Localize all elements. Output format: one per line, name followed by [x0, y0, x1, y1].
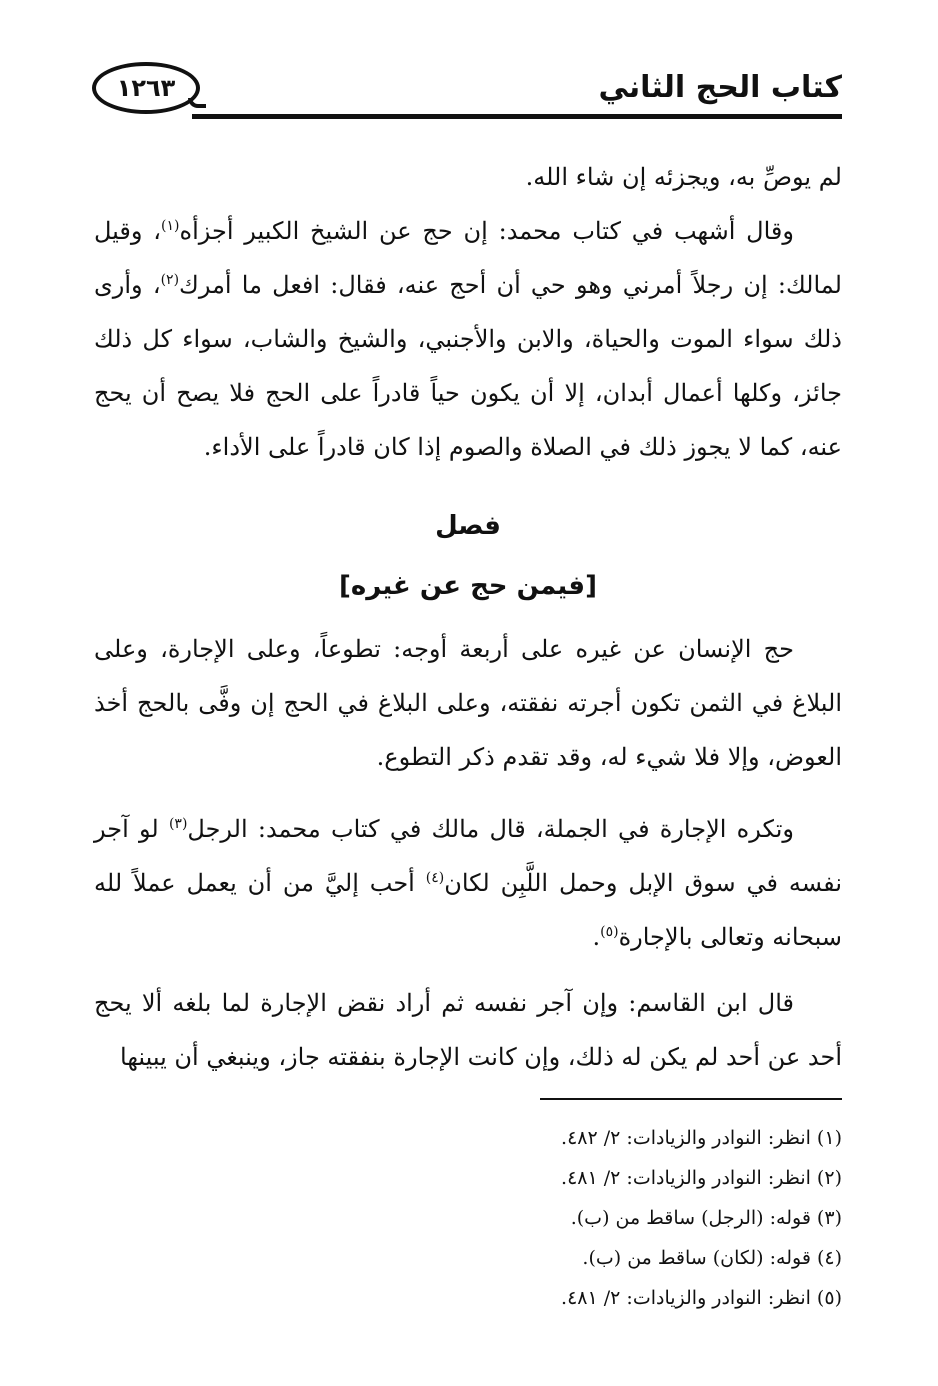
paragraph-text-part: لو آجر نفسه في سوق الإبل وحمل اللَّبِن لكان: [94, 815, 842, 897]
paragraph-text-part: وقال أشهب في كتاب محمد: إن حج عن الشيخ الكبير أجزأه: [179, 217, 794, 245]
paragraph-2: [94, 204, 842, 474]
paragraph-text: لم يوصِّ به، ويجزئه إن شاء الله.: [525, 163, 842, 191]
paragraph-text: قال ابن القاسم: وإن آجر نفسه ثم أراد نقض الإجارة لما بلغه ألا يحج أحد عن أحد لم يكن له ذلك، وإن كانت الإجارة بنفقته جاز، وينبغي أن يبينها: [94, 989, 842, 1071]
footnote-4: (٤) قوله: (لكان) ساقط من (ب).: [582, 1247, 842, 1269]
footnote-3: (٣) قوله: (الرجل) ساقط من (ب).: [570, 1207, 842, 1229]
footnote-marker-2: (٢): [160, 272, 180, 288]
footnotes: [94, 1118, 842, 1318]
footnote-separator: [540, 1098, 842, 1100]
paragraph-3: [94, 622, 842, 784]
section-heading: فصل: [435, 511, 501, 541]
footnote-marker-5: (٥): [600, 924, 619, 940]
paragraph-text-part: أحب إليَّ من أن يعمل عملاً لله سبحانه وتعالى بالإجارة: [94, 869, 842, 951]
paragraph-text-part: ، وقيل لمالك: إن رجلاً أمرني وهو حي أن أحج عنه، فقال: افعل ما أمرك: [94, 217, 842, 299]
footnote-marker-1: (١): [161, 218, 180, 234]
footnote-5: (٥) انظر: النوادر والزيادات: ٢/ ٤٨١.: [561, 1287, 842, 1309]
page-number: ١٢٦٣: [116, 74, 176, 102]
paragraph-text-part: ، وأرى ذلك سواء الموت والحياة، والابن والأجنبي، والشيخ والشاب، سواء كل ذلك جائز، وكلها أعمال أبدان، إلا أن يكون حياً قادراً على الحج فلا يصح أن يحج عنه، كما لا يجوز ذلك في الصلاة والصوم إذا كان قادراً على الأداء.: [94, 271, 842, 461]
paragraph-text: [94, 204, 842, 474]
page-header: [92, 62, 842, 122]
paragraph-text: حج الإنسان عن غيره على أربعة أوجه: تطوعاً، وعلى الإجارة، وعلى البلاغ في الثمن تكون أجرته نفقته، وعلى البلاغ في الحج إن وفَّى بالحج أخذ العوض، وإلا فلا شيء له، وقد تقدم ذكر التطوع.: [94, 635, 842, 771]
footnote-marker-3: (٣): [168, 816, 188, 832]
footnote-1: (١) انظر: النوادر والزيادات: ٢/ ٤٨٢.: [561, 1127, 842, 1149]
paragraph-text-part: .: [592, 923, 601, 951]
paragraph-4: [94, 802, 842, 964]
page-number-badge: [92, 62, 200, 114]
paragraph-text-part: وتكره الإجارة في الجملة، قال مالك في كتاب محمد: الرجل: [187, 815, 795, 843]
header-rule: [192, 114, 842, 119]
section-subheading: [فيمن حج عن غيره]: [339, 571, 597, 601]
paragraph-1: [94, 150, 842, 204]
paragraph-5: [94, 976, 842, 1084]
footnote-2: (٢) انظر: النوادر والزيادات: ٢/ ٤٨١.: [561, 1167, 842, 1189]
paragraph-text: [94, 802, 842, 964]
book-title: كتاب الحج الثاني: [598, 70, 842, 105]
footnote-marker-4: (٤): [425, 870, 445, 886]
